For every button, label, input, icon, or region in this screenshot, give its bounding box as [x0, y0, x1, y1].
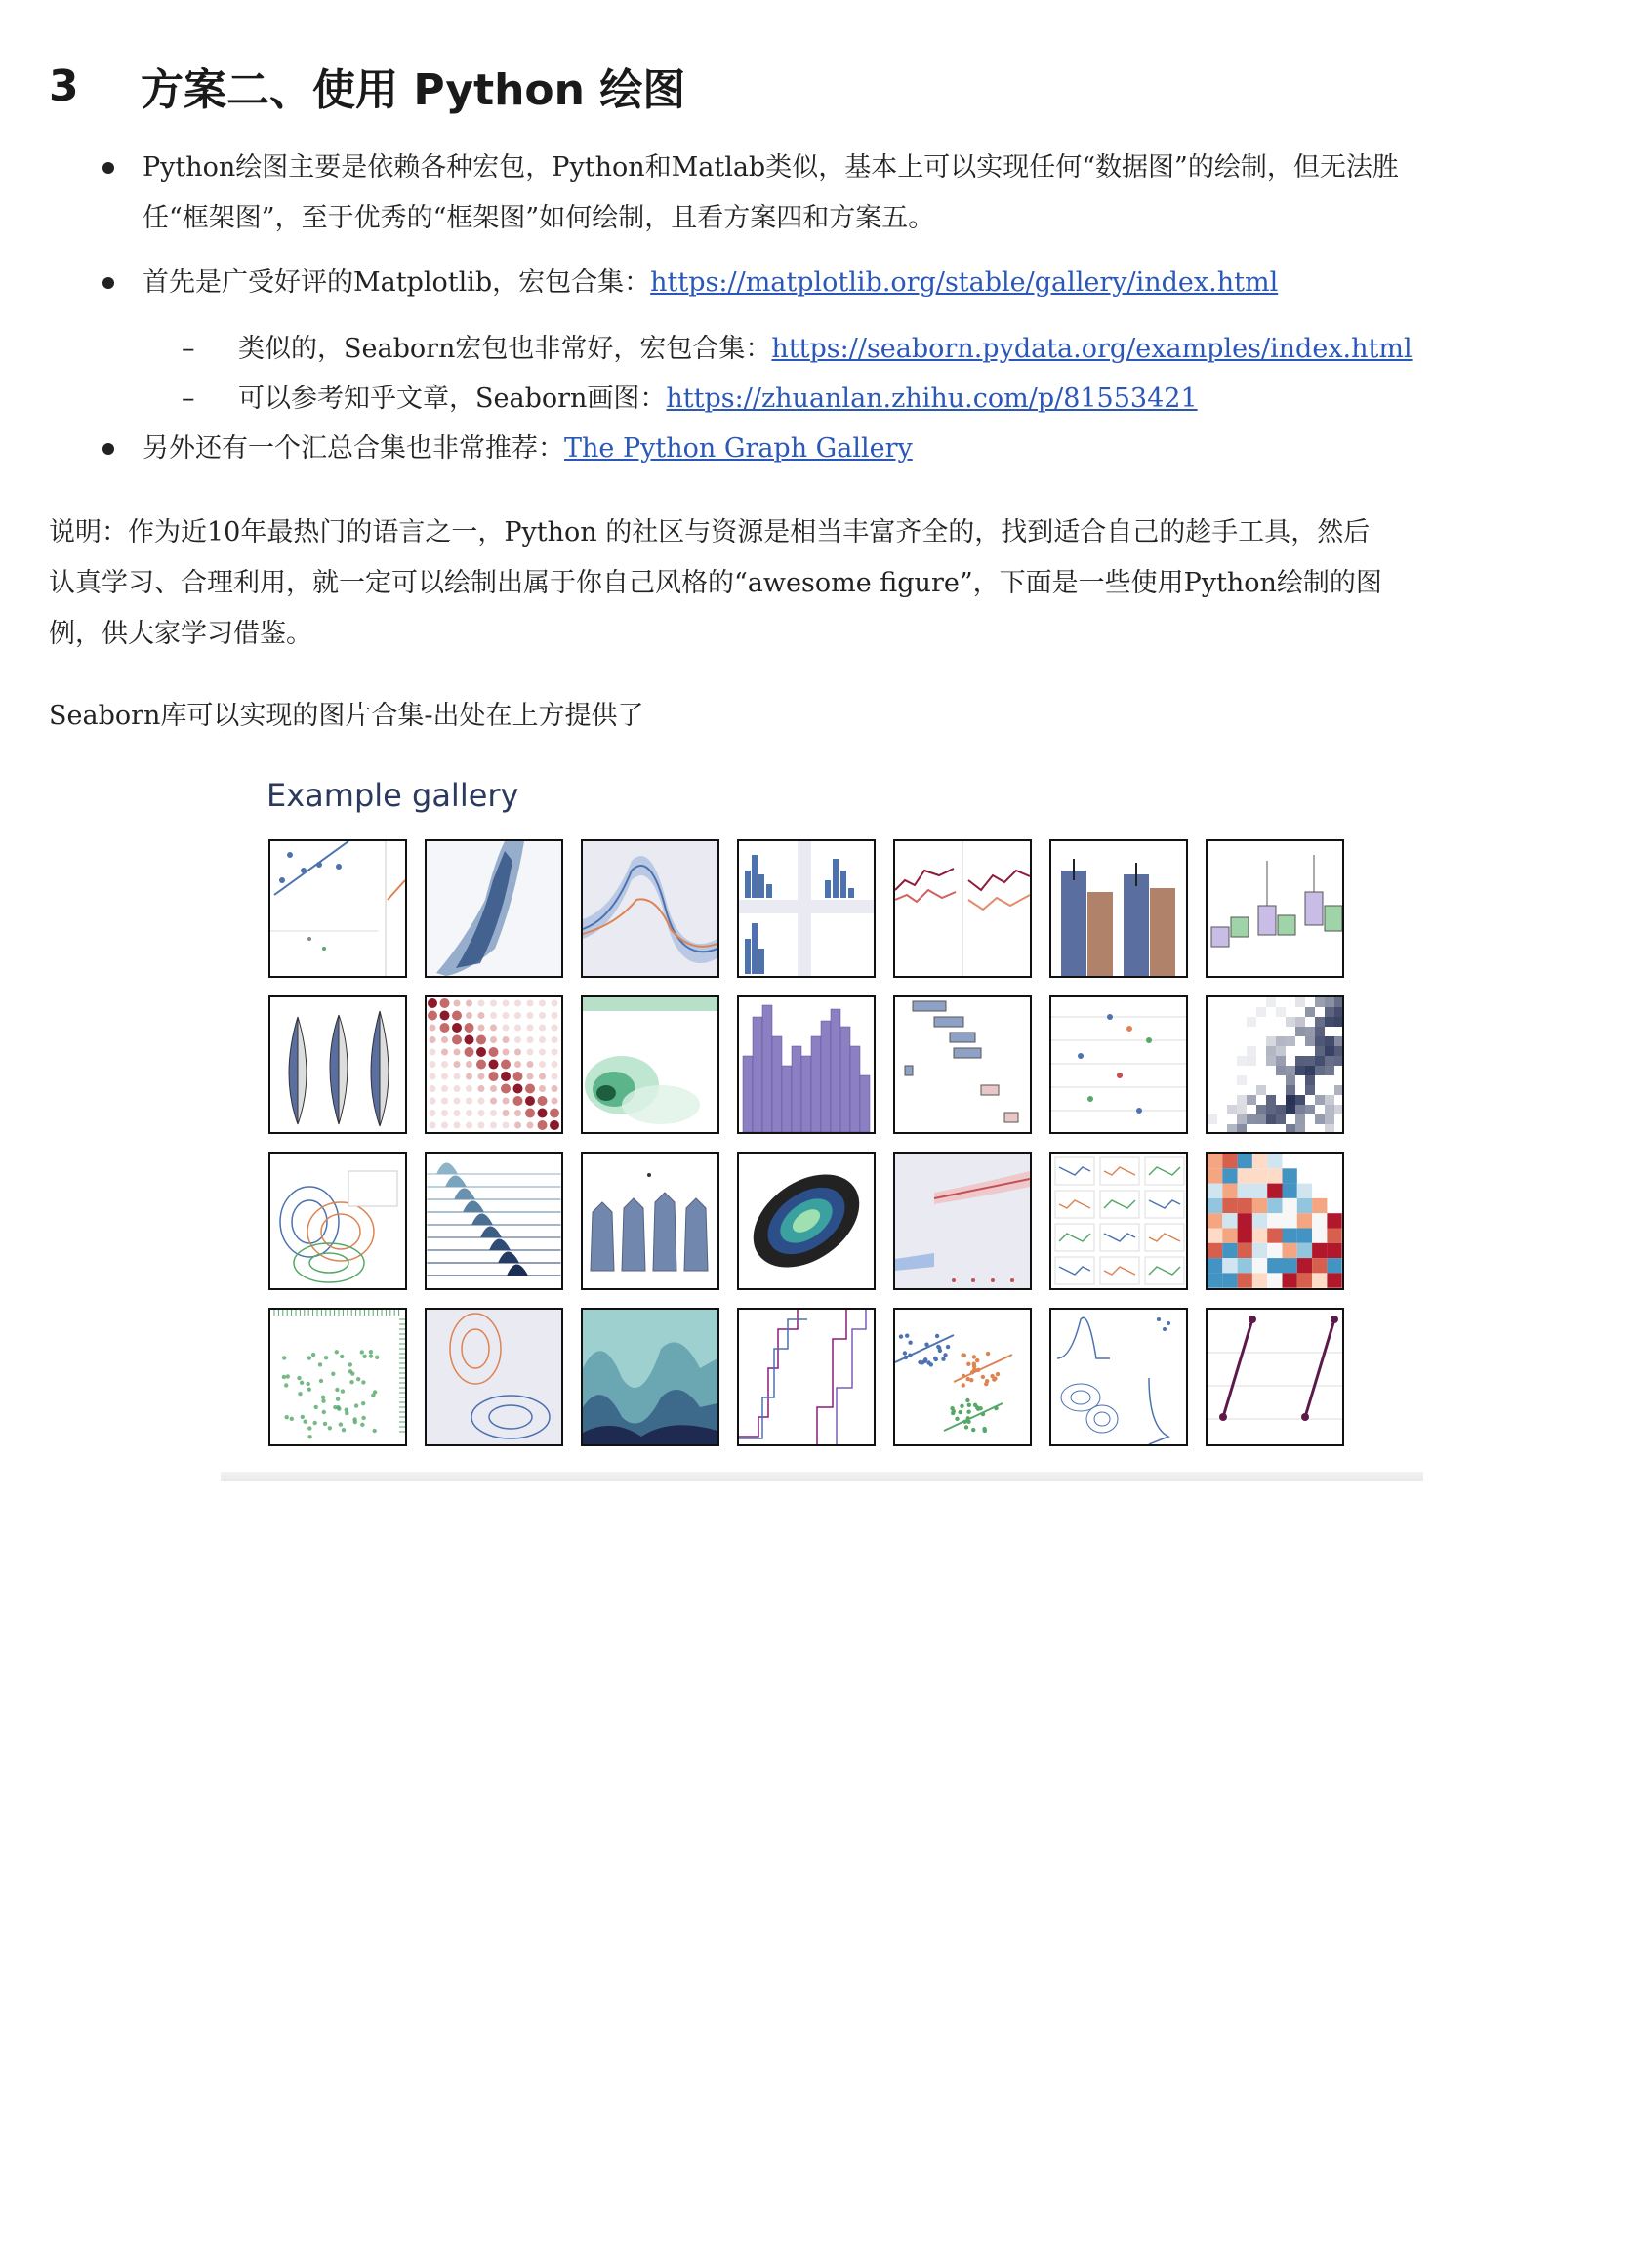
thumb-horizontal-boxplot[interactable]	[893, 995, 1032, 1134]
thumb-dot-line[interactable]	[1206, 1308, 1344, 1446]
note-line-2: 认真学习、合理利用，就一定可以绘制出属于你自己风格的“awesome figure”，下面是一些使用Python绘制的图	[49, 568, 1382, 598]
sub-bullet-2	[238, 378, 1198, 421]
thumb-grouped-barplot[interactable]	[1049, 839, 1188, 978]
thumb-2d-histogram[interactable]	[1206, 995, 1344, 1134]
thumb-boxplot[interactable]	[1206, 839, 1344, 978]
thumb-ecdf-steps[interactable]	[737, 1308, 876, 1446]
sub-bullet-dash: –	[182, 334, 195, 364]
thumb-scatter-rug[interactable]	[268, 1308, 407, 1446]
matplotlib-gallery-link[interactable]: https://matplotlib.org/stable/gallery/index.html	[650, 267, 1279, 298]
thumb-boxenplot[interactable]	[581, 1152, 719, 1290]
bullet-dot	[102, 162, 114, 174]
bullet-3	[143, 427, 913, 470]
thumb-heatmap[interactable]	[1206, 1152, 1344, 1290]
zhihu-article-link[interactable]: https://zhuanlan.zhihu.com/p/81553421	[666, 384, 1198, 414]
section-number: 3	[49, 61, 79, 111]
thumb-logistic-regression[interactable]	[893, 1152, 1032, 1290]
thumb-pairgrid-hist[interactable]	[737, 839, 876, 978]
bullet-dot	[102, 443, 114, 455]
note-line-1: 说明：作为近10年最热门的语言之一，Python 的社区与资源是相当丰富齐全的，找到适合自己的趁手工具，然后	[49, 517, 1371, 547]
thumb-multi-regression[interactable]	[893, 1308, 1032, 1446]
thumb-joint-kde[interactable]	[1049, 1308, 1188, 1446]
bullet-2	[143, 262, 1278, 304]
thumb-timeseries-bands[interactable]	[581, 839, 719, 978]
section-title: 方案二、使用 Python 绘图	[141, 65, 686, 115]
thumb-bivariate-kde[interactable]	[425, 1308, 563, 1446]
thumb-facet-grid[interactable]	[1049, 1152, 1188, 1290]
section-heading	[49, 57, 685, 115]
thumb-kde-contours[interactable]	[268, 1152, 407, 1290]
thumb-correlation-dots[interactable]	[425, 995, 563, 1134]
seaborn-gallery-link[interactable]: https://seaborn.pydata.org/examples/index.html	[771, 334, 1413, 364]
thumb-stacked-area[interactable]	[581, 1308, 719, 1446]
sub-bullet-1	[238, 328, 1413, 371]
thumb-stacked-histogram[interactable]	[737, 995, 876, 1134]
bullet-1-line-2: 任“框架图”，至于优秀的“框架图”如何绘制，且看方案四和方案五。	[143, 203, 935, 233]
python-graph-gallery-link[interactable]: The Python Graph Gallery	[564, 433, 913, 464]
gallery-title: Example gallery	[266, 777, 519, 814]
thumb-pointplot-strip[interactable]	[1049, 995, 1188, 1134]
thumb-scatter-regression[interactable]	[268, 839, 407, 978]
sub-bullet-1-text: 类似的，Seaborn宏包也非常好，宏包合集：	[238, 334, 772, 364]
bullet-3-text: 另外还有一个汇总合集也非常推荐：	[143, 433, 564, 464]
seaborn-example-gallery-image	[221, 761, 1423, 1483]
gallery-caption: Seaborn库可以实现的图片合集-出处在上方提供了	[49, 701, 644, 731]
sub-bullet-dash: –	[182, 384, 195, 414]
thumb-ridgeline[interactable]	[425, 1152, 563, 1290]
thumb-density-scatter[interactable]	[737, 1152, 876, 1290]
bullet-2-text: 首先是广受好评的Matplotlib，宏包合集：	[143, 267, 651, 298]
thumb-split-violin[interactable]	[268, 995, 407, 1134]
bullet-dot	[102, 277, 114, 289]
thumb-hexbin-joint[interactable]	[581, 995, 719, 1134]
thumb-multiline-random-walk[interactable]	[893, 839, 1032, 978]
thumb-hexbin-scatter[interactable]	[425, 839, 563, 978]
sub-bullet-2-text: 可以参考知乎文章，Seaborn画图：	[238, 384, 667, 414]
note-line-3: 例，供大家学习借鉴。	[49, 619, 312, 649]
bullet-1-line-1: Python绘图主要是依赖各种宏包，Python和Matlab类似，基本上可以实现任何“数据图”的绘制，但无法胜	[143, 152, 1399, 182]
gallery-bottom-edge	[221, 1472, 1423, 1481]
